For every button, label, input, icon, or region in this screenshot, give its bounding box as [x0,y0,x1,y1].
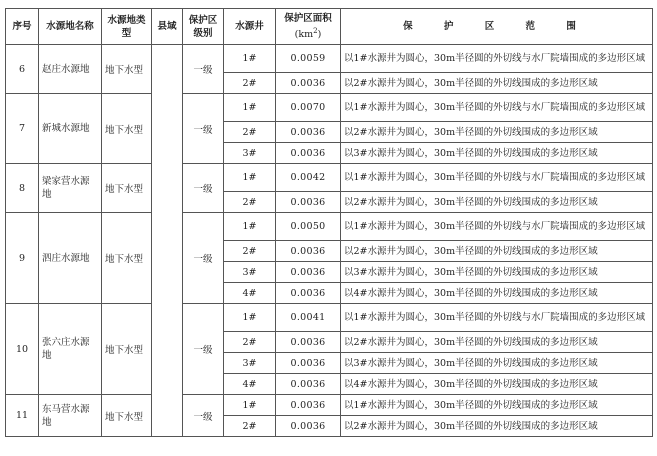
level-cell: 一级 [183,164,224,213]
well-cell: 2# [224,241,276,262]
well-cell: 1# [224,213,276,241]
header-area [276,9,341,45]
range-cell: 以2#水源井为圆心，30m半径圆的外切线围成的多边形区域 [341,192,653,213]
header-well: 水源井 [224,9,276,45]
source-name-cell: 赵庄水源地 [39,45,102,94]
table-row [6,304,653,332]
source-name-cell: 新城水源地 [39,94,102,164]
area-cell: 0.0036 [276,73,341,94]
area-cell: 0.0059 [276,45,341,73]
header-name: 水源地名称 [39,9,102,45]
area-cell: 0.0036 [276,416,341,437]
level-cell: 一级 [183,94,224,164]
range-cell: 以1#水源井为圆心，30m半径圆的外切线围成的多边形区域 [341,395,653,416]
well-cell: 3# [224,262,276,283]
area-cell: 0.0036 [276,283,341,304]
header-area-sup: 2 [313,27,318,35]
seq-cell: 6 [6,45,39,94]
range-cell: 以2#水源井为圆心，30m半径圆的外切线围成的多边形区域 [341,416,653,437]
well-cell: 2# [224,416,276,437]
area-cell: 0.0036 [276,395,341,416]
range-cell: 以1#水源井为圆心，30m半径圆的外切线与水厂院墙围成的多边形区域 [341,164,653,192]
well-cell: 4# [224,374,276,395]
range-cell: 以2#水源井为圆心，30m半径圆的外切线围成的多边形区域 [341,332,653,353]
range-cell: 以4#水源井为圆心，30m半径圆的外切线围成的多边形区域 [341,283,653,304]
area-cell: 0.0041 [276,304,341,332]
table-row [6,94,653,122]
well-cell: 3# [224,143,276,164]
range-cell: 以1#水源井为圆心，30m半径圆的外切线与水厂院墙围成的多边形区域 [341,45,653,73]
well-cell: 2# [224,192,276,213]
level-cell: 一级 [183,213,224,304]
area-cell: 0.0036 [276,353,341,374]
range-cell: 以2#水源井为圆心，30m半径圆的外切线围成的多边形区域 [341,73,653,94]
protection-zone-table [5,8,653,437]
source-name-cell: 泗庄水源地 [39,213,102,304]
well-cell: 1# [224,94,276,122]
table-row [6,45,653,73]
source-type-cell: 地下水型 [102,94,152,164]
table-row [6,213,653,241]
range-cell: 以4#水源井为圆心，30m半径圆的外切线围成的多边形区域 [341,374,653,395]
range-cell: 以3#水源井为圆心，30m半径圆的外切线围成的多边形区域 [341,143,653,164]
header-row [6,9,653,45]
range-cell: 以2#水源井为圆心，30m半径圆的外切线围成的多边形区域 [341,122,653,143]
header-range: 保 护 区 范 围 [341,9,653,45]
source-name-cell: 梁家营水源地 [39,164,102,213]
header-area-close: ) [317,29,322,40]
seq-cell: 10 [6,304,39,395]
well-cell: 2# [224,122,276,143]
range-cell: 以3#水源井为圆心，30m半径圆的外切线围成的多边形区域 [341,262,653,283]
area-cell: 0.0036 [276,332,341,353]
area-cell: 0.0036 [276,143,341,164]
header-level: 保护区级别 [183,9,224,45]
source-type-cell: 地下水型 [102,45,152,94]
range-cell: 以1#水源井为圆心，30m半径圆的外切线与水厂院墙围成的多边形区域 [341,94,653,122]
area-cell: 0.0036 [276,241,341,262]
range-cell: 以1#水源井为圆心，30m半径圆的外切线与水厂院墙围成的多边形区域 [341,213,653,241]
well-cell: 1# [224,395,276,416]
well-cell: 3# [224,353,276,374]
seq-cell: 7 [6,94,39,164]
source-name-cell: 东马营水源地 [39,395,102,437]
source-type-cell: 地下水型 [102,395,152,437]
seq-cell: 9 [6,213,39,304]
header-type: 水源地类型 [102,9,152,45]
county-cell [152,45,183,437]
level-cell: 一级 [183,45,224,94]
well-cell: 4# [224,283,276,304]
area-cell: 0.0036 [276,262,341,283]
range-cell: 以3#水源井为圆心，30m半径圆的外切线围成的多边形区域 [341,353,653,374]
range-cell: 以2#水源井为圆心，30m半径圆的外切线围成的多边形区域 [341,241,653,262]
area-cell: 0.0036 [276,122,341,143]
area-cell: 0.0036 [276,192,341,213]
seq-cell: 11 [6,395,39,437]
well-cell: 2# [224,73,276,94]
range-cell: 以1#水源井为圆心，30m半径圆的外切线与水厂院墙围成的多边形区域 [341,304,653,332]
protection-zone-table-page [5,8,652,445]
header-area-label: 保护区面积 [284,13,332,24]
area-cell: 0.0036 [276,374,341,395]
table-row [6,395,653,416]
level-cell: 一级 [183,395,224,437]
area-cell: 0.0070 [276,94,341,122]
source-type-cell: 地下水型 [102,304,152,395]
level-cell: 一级 [183,304,224,395]
well-cell: 1# [224,164,276,192]
source-type-cell: 地下水型 [102,164,152,213]
source-name-cell: 张六庄水源地 [39,304,102,395]
well-cell: 1# [224,304,276,332]
well-cell: 1# [224,45,276,73]
source-type-cell: 地下水型 [102,213,152,304]
area-cell: 0.0042 [276,164,341,192]
header-seq: 序号 [6,9,39,45]
header-county: 县域 [152,9,183,45]
well-cell: 2# [224,332,276,353]
header-area-unit: (km [294,29,314,40]
seq-cell: 8 [6,164,39,213]
table-body [6,45,653,437]
area-cell: 0.0050 [276,213,341,241]
table-row [6,164,653,192]
